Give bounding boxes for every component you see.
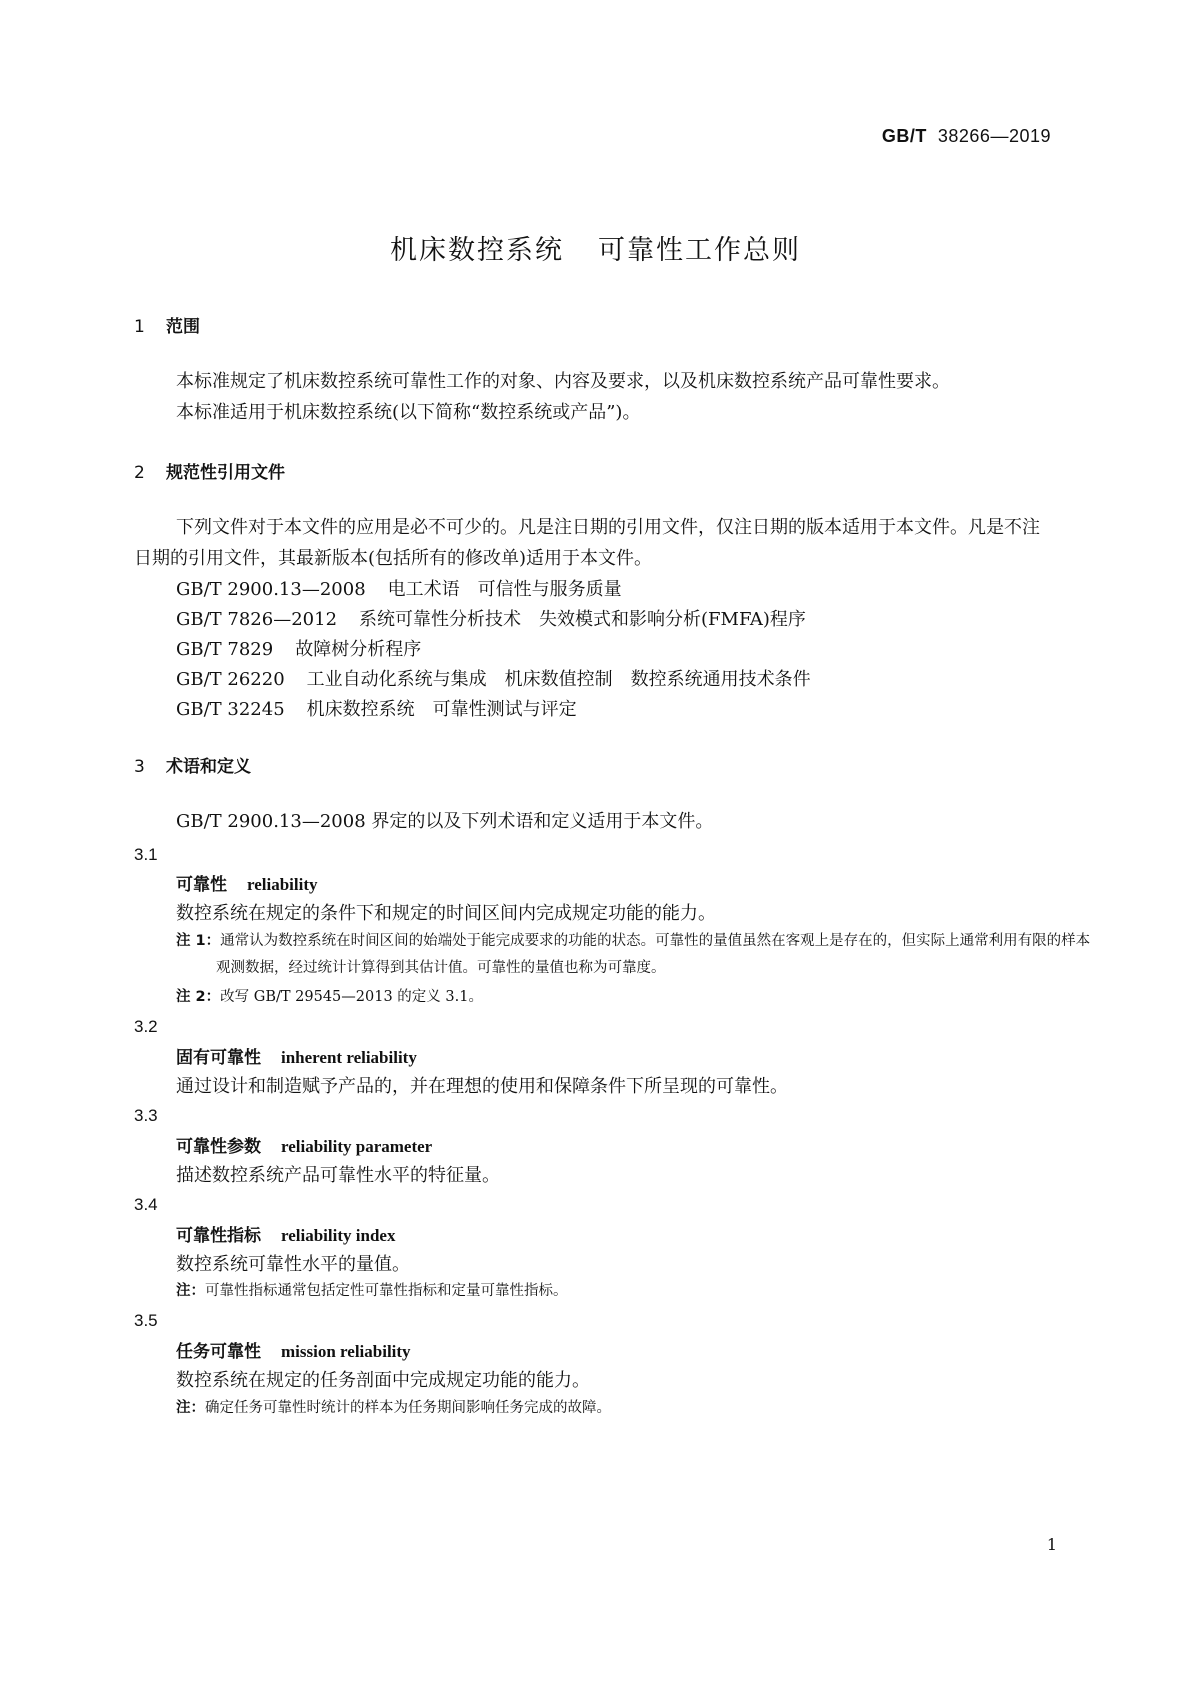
scope-paragraph-1: 本标准规定了机床数控系统可靠性工作的对象、内容及要求，以及机床数控系统产品可靠性要求。	[176, 371, 950, 392]
term-title: 任务可靠性 mission reliability	[176, 1342, 411, 1362]
standard-code: GB/T 38266—2019	[881, 126, 1051, 146]
document-title: 机床数控系统 可靠性工作总则	[390, 235, 801, 266]
reference-item: GB/T 7826—2012 系统可靠性分析技术 失效模式和影响分析(FMFA)程序	[176, 609, 806, 630]
term-title: 固有可靠性 inherent reliability	[176, 1048, 417, 1068]
reference-item: GB/T 32245 机床数控系统 可靠性测试与评定	[176, 699, 577, 720]
section-1-heading: 1 范围	[134, 317, 200, 337]
term-number: 3.5	[134, 1311, 158, 1330]
scope-paragraph-2: 本标准适用于机床数控系统(以下简称“数控系统或产品”)。	[176, 402, 641, 423]
term-definition: 通过设计和制造赋予产品的，并在理想的使用和保障条件下所呈现的可靠性。	[176, 1076, 788, 1097]
section-2-heading: 2 规范性引用文件	[134, 463, 285, 483]
term-note: 注 1：通常认为数控系统在时间区间的始端处于能完成要求的功能的状态。可靠性的量值虽然在客观上是存在的，但实际上通常利用有限的样本观测数据，经过统计计算得到其估计值。可靠性的量值也称为可靠度。	[176, 933, 1091, 976]
term-number: 3.1	[134, 845, 158, 864]
term-title: 可靠性指标 reliability index	[176, 1226, 396, 1246]
section-3-heading: 3 术语和定义	[134, 757, 251, 777]
term-note: 注 2：改写 GB/T 29545—2013 的定义 3.1。	[176, 989, 483, 1005]
reference-item: GB/T 26220 工业自动化系统与集成 机床数值控制 数控系统通用技术条件	[176, 669, 811, 690]
term-definition: 数控系统在规定的任务剖面中完成规定功能的能力。	[176, 1370, 590, 1391]
term-note: 注：确定任务可靠性时统计的样本为任务期间影响任务完成的故障。	[176, 1400, 611, 1416]
reference-item: GB/T 2900.13—2008 电工术语 可信性与服务质量	[176, 579, 622, 600]
reference-item: GB/T 7829 故障树分析程序	[176, 639, 422, 660]
references-intro: 下列文件对于本文件的应用是必不可少的。凡是注日期的引用文件，仅注日期的版本适用于本文件。凡是不注日期的引用文件，其最新版本(包括所有的修改单)适用于本文件。	[134, 517, 1040, 569]
term-title: 可靠性参数 reliability parameter	[176, 1137, 433, 1157]
term-number: 3.4	[134, 1195, 158, 1214]
term-definition: 数控系统在规定的条件下和规定的时间区间内完成规定功能的能力。	[176, 903, 716, 924]
term-number: 3.3	[134, 1106, 158, 1125]
term-note: 注：可靠性指标通常包括定性可靠性指标和定量可靠性指标。	[176, 1283, 568, 1299]
term-definition: 数控系统可靠性水平的量值。	[176, 1254, 410, 1275]
terms-intro: GB/T 2900.13—2008 界定的以及下列术语和定义适用于本文件。	[176, 811, 714, 832]
term-title: 可靠性 reliability	[176, 875, 318, 895]
term-definition: 描述数控系统产品可靠性水平的特征量。	[176, 1165, 500, 1186]
term-number: 3.2	[134, 1017, 158, 1036]
page-number: 1	[1046, 1535, 1057, 1554]
